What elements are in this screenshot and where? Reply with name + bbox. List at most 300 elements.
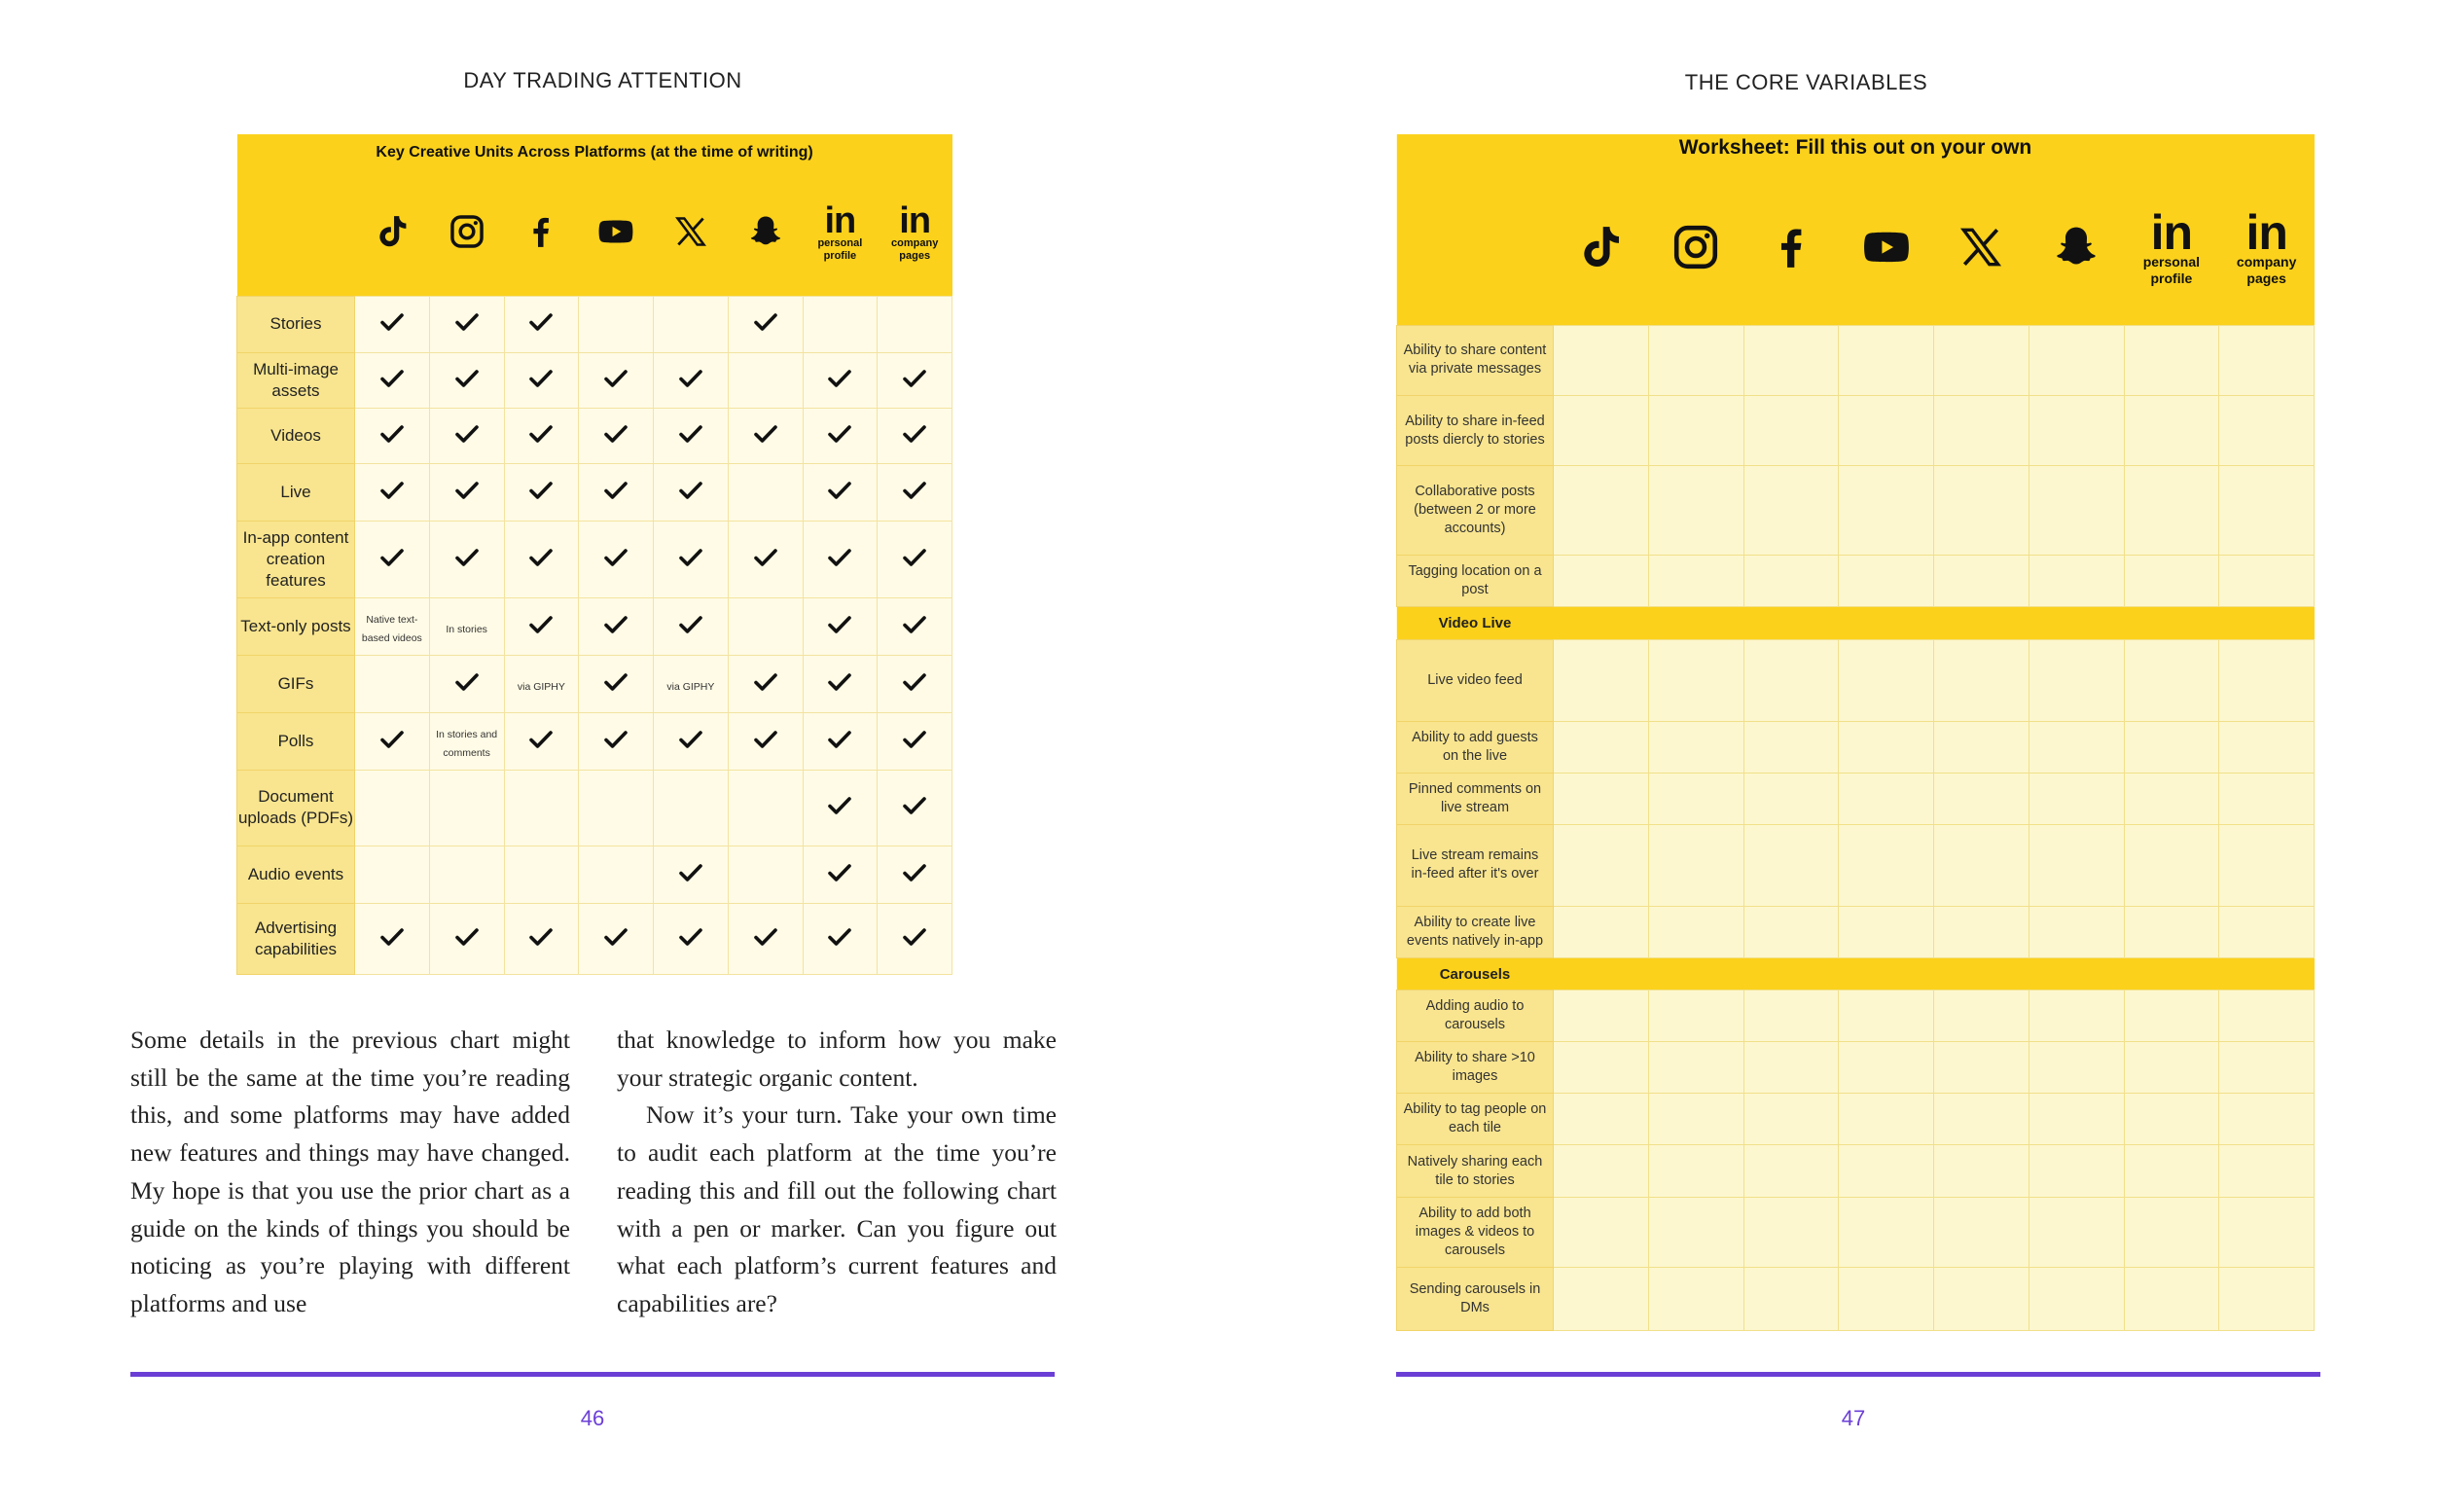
row-label: Ability to share in-feed posts diercly to stories xyxy=(1397,396,1554,466)
check-mark-icon xyxy=(528,311,554,333)
worksheet-row xyxy=(1397,990,2315,1042)
feature-cell xyxy=(504,656,579,713)
blank-answer-cell[interactable] xyxy=(1934,1145,2029,1197)
blank-answer-cell[interactable] xyxy=(2029,556,2124,607)
check-mark-icon xyxy=(753,729,778,750)
check-mark-icon xyxy=(454,368,480,389)
blank-answer-cell[interactable] xyxy=(2219,556,2315,607)
check-mark-icon xyxy=(379,729,405,750)
feature-cell xyxy=(728,463,803,521)
check-mark-icon xyxy=(528,480,554,501)
feature-cell xyxy=(355,713,430,771)
row-label: Audio events xyxy=(237,846,355,903)
feature-cell xyxy=(429,598,504,656)
cell-note: In stories xyxy=(446,623,487,635)
blank-answer-cell[interactable] xyxy=(1648,721,1743,773)
row-label: Live xyxy=(237,463,355,521)
feature-cell xyxy=(579,771,654,846)
blank-answer-cell[interactable] xyxy=(1648,1197,1743,1267)
x-icon xyxy=(1957,223,2005,275)
feature-cell xyxy=(878,846,952,903)
blank-answer-cell[interactable] xyxy=(1839,1042,1934,1094)
blank-answer-cell[interactable] xyxy=(1554,773,1649,824)
blank-answer-cell[interactable] xyxy=(2124,325,2219,395)
blank-answer-cell[interactable] xyxy=(1743,396,1839,466)
worksheet-row xyxy=(1397,556,2315,607)
check-mark-icon xyxy=(528,614,554,635)
blank-answer-cell[interactable] xyxy=(2219,396,2315,466)
blank-answer-cell[interactable] xyxy=(1839,396,1934,466)
feature-cell xyxy=(579,521,654,597)
body-paragraph: Now it’s your turn. Take your own time to audit each platform at the time you’re reading this and fill out the following chart with a pen or marker. Can you figure out what each platform’s current features and capabilities are? xyxy=(617,1100,1057,1317)
check-mark-icon xyxy=(753,926,778,948)
worksheet-row xyxy=(1397,721,2315,773)
row-label: Ability to share >10 images xyxy=(1397,1042,1554,1094)
table-row xyxy=(237,463,952,521)
check-mark-icon xyxy=(753,547,778,568)
worksheet-row xyxy=(1397,824,2315,906)
platform-header-x xyxy=(654,170,729,297)
check-mark-icon xyxy=(902,729,927,750)
blank-answer-cell[interactable] xyxy=(1934,1267,2029,1330)
feature-cell xyxy=(504,903,579,974)
blank-answer-cell[interactable] xyxy=(1934,773,2029,824)
blank-answer-cell[interactable] xyxy=(1554,466,1649,556)
section-header-row xyxy=(1397,958,2315,990)
youtube-icon xyxy=(597,213,634,254)
blank-answer-cell[interactable] xyxy=(1839,1094,1934,1145)
row-label: Natively sharing each tile to stories xyxy=(1397,1145,1554,1197)
blank-answer-cell[interactable] xyxy=(1554,990,1649,1042)
blank-answer-cell[interactable] xyxy=(1743,1267,1839,1330)
feature-cell xyxy=(728,903,803,974)
blank-answer-cell[interactable] xyxy=(2219,1145,2315,1197)
row-label: Sending carousels in DMs xyxy=(1397,1267,1554,1330)
blank-answer-cell[interactable] xyxy=(2124,990,2219,1042)
blank-answer-cell[interactable] xyxy=(1743,721,1839,773)
blank-answer-cell[interactable] xyxy=(2124,1197,2219,1267)
linkedin-icon: in personal profile xyxy=(817,199,863,262)
blank-answer-cell[interactable] xyxy=(2124,1042,2219,1094)
feature-cell xyxy=(355,463,430,521)
check-mark-icon xyxy=(528,926,554,948)
platform-caption-line2: profile xyxy=(2150,270,2193,286)
check-mark-icon xyxy=(379,480,405,501)
row-label: Text-only posts xyxy=(237,598,355,656)
platform-header-x xyxy=(1934,173,2029,325)
feature-cell xyxy=(878,352,952,408)
feature-cell xyxy=(355,846,430,903)
table-row xyxy=(237,297,952,352)
row-label: Live video feed xyxy=(1397,639,1554,721)
feature-cell xyxy=(728,297,803,352)
feature-cell xyxy=(579,846,654,903)
platform-header-instagram xyxy=(429,170,504,297)
row-label: Ability to create live events natively in-app xyxy=(1397,907,1554,958)
blank-answer-cell[interactable] xyxy=(1839,990,1934,1042)
feature-cell xyxy=(728,656,803,713)
check-mark-icon xyxy=(379,926,405,948)
blank-answer-cell[interactable] xyxy=(2029,1094,2124,1145)
feature-cell xyxy=(429,408,504,463)
feature-cell xyxy=(878,297,952,352)
feature-cell xyxy=(728,598,803,656)
blank-answer-cell[interactable] xyxy=(2029,907,2124,958)
blank-answer-cell[interactable] xyxy=(1743,1094,1839,1145)
section-bar xyxy=(1554,607,2315,639)
check-mark-icon xyxy=(902,671,927,693)
blank-answer-cell[interactable] xyxy=(2219,1042,2315,1094)
check-mark-icon xyxy=(603,547,628,568)
feature-cell xyxy=(728,771,803,846)
blank-answer-cell[interactable] xyxy=(1839,1145,1934,1197)
blank-answer-cell[interactable] xyxy=(2124,466,2219,556)
feature-cell xyxy=(803,903,878,974)
check-mark-icon xyxy=(379,547,405,568)
feature-cell xyxy=(579,352,654,408)
blank-answer-cell[interactable] xyxy=(1934,824,2029,906)
feature-cell xyxy=(579,598,654,656)
blank-answer-cell[interactable] xyxy=(1839,907,1934,958)
blank-answer-cell[interactable] xyxy=(1839,325,1934,395)
feature-cell xyxy=(504,771,579,846)
blank-answer-cell[interactable] xyxy=(1648,325,1743,395)
blank-answer-cell[interactable] xyxy=(1648,396,1743,466)
feature-cell xyxy=(579,297,654,352)
blank-answer-cell[interactable] xyxy=(1648,1094,1743,1145)
row-label: Ability to add both images & videos to carousels xyxy=(1397,1197,1554,1267)
blank-answer-cell[interactable] xyxy=(2029,1145,2124,1197)
check-mark-icon xyxy=(902,614,927,635)
blank-answer-cell[interactable] xyxy=(1934,1042,2029,1094)
blank-answer-cell[interactable] xyxy=(1743,773,1839,824)
blank-answer-cell[interactable] xyxy=(1743,990,1839,1042)
feature-cell xyxy=(803,521,878,597)
feature-cell xyxy=(429,656,504,713)
blank-answer-cell[interactable] xyxy=(2219,325,2315,395)
blank-answer-cell[interactable] xyxy=(2219,773,2315,824)
x-icon xyxy=(672,213,709,254)
blank-answer-cell[interactable] xyxy=(2219,1197,2315,1267)
row-label: Pinned comments on live stream xyxy=(1397,773,1554,824)
worksheet-row xyxy=(1397,1145,2315,1197)
blank-answer-cell[interactable] xyxy=(2029,824,2124,906)
check-mark-icon xyxy=(379,368,405,389)
check-mark-icon xyxy=(678,614,703,635)
platform-header-snapchat xyxy=(2029,173,2124,325)
platform-caption-line1: company xyxy=(2236,253,2297,270)
section-title: Carousels xyxy=(1397,958,1554,990)
feature-cell xyxy=(803,656,878,713)
check-mark-icon xyxy=(678,862,703,883)
blank-answer-cell[interactable] xyxy=(1554,824,1649,906)
blank-answer-cell[interactable] xyxy=(2219,721,2315,773)
feature-cell xyxy=(504,521,579,597)
feature-cell xyxy=(803,352,878,408)
table-row xyxy=(237,598,952,656)
row-label: Multi-image assets xyxy=(237,352,355,408)
feature-cell xyxy=(355,352,430,408)
blank-answer-cell[interactable] xyxy=(2124,396,2219,466)
blank-answer-cell[interactable] xyxy=(1934,396,2029,466)
blank-answer-cell[interactable] xyxy=(1648,990,1743,1042)
blank-answer-cell[interactable] xyxy=(1743,556,1839,607)
footer-rule xyxy=(1396,1372,2320,1377)
blank-answer-cell[interactable] xyxy=(1743,907,1839,958)
snapchat-icon xyxy=(2052,223,2101,275)
blank-answer-cell[interactable] xyxy=(1743,1042,1839,1094)
feature-cell xyxy=(728,713,803,771)
feature-cell xyxy=(878,771,952,846)
blank-answer-cell[interactable] xyxy=(1648,556,1743,607)
check-mark-icon xyxy=(902,795,927,816)
snapchat-icon xyxy=(747,213,784,254)
blank-answer-cell[interactable] xyxy=(2029,990,2124,1042)
blank-answer-cell[interactable] xyxy=(1648,639,1743,721)
platform-header-linkedin xyxy=(878,170,952,297)
blank-answer-cell[interactable] xyxy=(1934,1197,2029,1267)
check-mark-icon xyxy=(902,862,927,883)
blank-answer-cell[interactable] xyxy=(2124,556,2219,607)
blank-answer-cell[interactable] xyxy=(1648,466,1743,556)
blank-answer-cell[interactable] xyxy=(1934,466,2029,556)
feature-cell xyxy=(878,463,952,521)
blank-answer-cell[interactable] xyxy=(1554,556,1649,607)
worksheet-row xyxy=(1397,1042,2315,1094)
blank-answer-cell[interactable] xyxy=(2219,824,2315,906)
blank-answer-cell[interactable] xyxy=(1743,1197,1839,1267)
check-mark-icon xyxy=(603,614,628,635)
feature-cell xyxy=(504,408,579,463)
feature-cell xyxy=(654,903,729,974)
worksheet-row xyxy=(1397,639,2315,721)
blank-answer-cell[interactable] xyxy=(1839,721,1934,773)
blank-answer-cell[interactable] xyxy=(2124,824,2219,906)
blank-answer-cell[interactable] xyxy=(1934,907,2029,958)
page-number: 47 xyxy=(1841,1406,1866,1430)
blank-answer-cell[interactable] xyxy=(1839,556,1934,607)
row-label: Collaborative posts (between 2 or more accounts) xyxy=(1397,466,1554,556)
instagram-icon xyxy=(449,213,485,254)
blank-answer-cell[interactable] xyxy=(1934,1094,2029,1145)
row-label: Ability to tag people on each tile xyxy=(1397,1094,1554,1145)
blank-answer-cell[interactable] xyxy=(2124,907,2219,958)
row-label: Videos xyxy=(237,408,355,463)
blank-answer-cell[interactable] xyxy=(1648,1267,1743,1330)
blank-answer-cell[interactable] xyxy=(1743,1145,1839,1197)
youtube-icon xyxy=(1862,223,1911,275)
feature-cell xyxy=(355,771,430,846)
blank-answer-cell[interactable] xyxy=(1839,824,1934,906)
blank-answer-cell[interactable] xyxy=(1554,1145,1649,1197)
feature-cell xyxy=(654,656,729,713)
footer-rule xyxy=(130,1372,1055,1377)
feature-cell xyxy=(429,846,504,903)
blank-answer-cell[interactable] xyxy=(2029,325,2124,395)
blank-answer-cell[interactable] xyxy=(2219,466,2315,556)
blank-answer-cell[interactable] xyxy=(1554,1042,1649,1094)
blank-answer-cell[interactable] xyxy=(1934,721,2029,773)
blank-answer-cell[interactable] xyxy=(1648,1042,1743,1094)
platform-caption-line1: personal xyxy=(2142,253,2201,270)
blank-answer-cell[interactable] xyxy=(2219,639,2315,721)
blank-answer-cell[interactable] xyxy=(2124,1094,2219,1145)
feature-cell xyxy=(728,352,803,408)
worksheet-title: Worksheet: Fill this out on your own xyxy=(1397,134,2315,173)
feature-cell xyxy=(803,846,878,903)
check-mark-icon xyxy=(902,480,927,501)
blank-answer-cell[interactable] xyxy=(2124,639,2219,721)
feature-cell xyxy=(429,521,504,597)
check-mark-icon xyxy=(902,423,927,445)
table-row xyxy=(237,846,952,903)
table-row xyxy=(237,408,952,463)
worksheet-row xyxy=(1397,1267,2315,1330)
row-label: Adding audio to carousels xyxy=(1397,990,1554,1042)
feature-cell xyxy=(504,297,579,352)
blank-answer-cell[interactable] xyxy=(1743,639,1839,721)
check-mark-icon xyxy=(603,926,628,948)
blank-answer-cell[interactable] xyxy=(2219,907,2315,958)
blank-answer-cell[interactable] xyxy=(1934,990,2029,1042)
blank-answer-cell[interactable] xyxy=(1839,1267,1934,1330)
check-mark-icon xyxy=(902,926,927,948)
feature-cell xyxy=(878,903,952,974)
body-column-1 xyxy=(130,1022,570,1323)
blank-answer-cell[interactable] xyxy=(2219,1094,2315,1145)
row-label: Live stream remains in-feed after it's over xyxy=(1397,824,1554,906)
blank-answer-cell[interactable] xyxy=(2124,721,2219,773)
table-row xyxy=(237,352,952,408)
check-mark-icon xyxy=(603,423,628,445)
feature-cell xyxy=(579,408,654,463)
blank-answer-cell[interactable] xyxy=(1648,824,1743,906)
blank-answer-cell[interactable] xyxy=(1743,824,1839,906)
blank-answer-cell[interactable] xyxy=(1554,396,1649,466)
blank-answer-cell[interactable] xyxy=(1743,325,1839,395)
chart-title: Key Creative Units Across Platforms (at the time of writing) xyxy=(237,134,952,170)
blank-answer-cell[interactable] xyxy=(2029,396,2124,466)
blank-answer-cell[interactable] xyxy=(1648,773,1743,824)
feature-cell xyxy=(429,352,504,408)
blank-answer-cell[interactable] xyxy=(2219,990,2315,1042)
feature-cell xyxy=(654,352,729,408)
blank-answer-cell[interactable] xyxy=(2029,639,2124,721)
blank-answer-cell[interactable] xyxy=(1839,639,1934,721)
blank-answer-cell[interactable] xyxy=(2124,773,2219,824)
feature-cell xyxy=(579,463,654,521)
feature-cell xyxy=(429,771,504,846)
platform-header-instagram xyxy=(1648,173,1743,325)
worksheet-row xyxy=(1397,1197,2315,1267)
blank-answer-cell[interactable] xyxy=(2124,1145,2219,1197)
feature-cell xyxy=(803,598,878,656)
check-mark-icon xyxy=(678,368,703,389)
blank-answer-cell[interactable] xyxy=(2029,1197,2124,1267)
feature-cell xyxy=(504,352,579,408)
check-mark-icon xyxy=(827,729,852,750)
blank-answer-cell[interactable] xyxy=(1934,556,2029,607)
blank-answer-cell[interactable] xyxy=(2124,1267,2219,1330)
check-mark-icon xyxy=(603,671,628,693)
feature-cell xyxy=(355,408,430,463)
facebook-icon xyxy=(1767,223,1815,275)
blank-answer-cell[interactable] xyxy=(1934,639,2029,721)
platform-header-snapchat xyxy=(728,170,803,297)
feature-cell xyxy=(355,598,430,656)
blank-answer-cell[interactable] xyxy=(2029,773,2124,824)
blank-answer-cell[interactable] xyxy=(1554,325,1649,395)
feature-cell xyxy=(355,903,430,974)
feature-cell xyxy=(355,297,430,352)
blank-answer-cell[interactable] xyxy=(2029,1042,2124,1094)
platform-caption-line1: personal xyxy=(817,236,863,249)
blank-answer-cell[interactable] xyxy=(1554,1094,1649,1145)
feature-cell xyxy=(654,521,729,597)
check-mark-icon xyxy=(528,423,554,445)
linkedin-icon: in personal profile xyxy=(2142,204,2201,286)
blank-answer-cell[interactable] xyxy=(1934,325,2029,395)
instagram-icon xyxy=(1671,223,1720,275)
blank-answer-cell[interactable] xyxy=(1648,907,1743,958)
blank-answer-cell[interactable] xyxy=(2029,1267,2124,1330)
blank-answer-cell[interactable] xyxy=(1648,1145,1743,1197)
body-paragraph: Some details in the previous chart might still be the same at the time you’re reading this, and some platforms may have added new features and things may have changed. My hope is that you use the prior chart as a guide on the kinds of things you should be noticing as you’re playing with different platforms and use xyxy=(130,1026,570,1317)
feature-cell xyxy=(654,846,729,903)
section-title: Video Live xyxy=(1397,607,1554,639)
table-row xyxy=(237,713,952,771)
feature-cell xyxy=(728,408,803,463)
check-mark-icon xyxy=(902,547,927,568)
worksheet-row xyxy=(1397,907,2315,958)
check-mark-icon xyxy=(678,423,703,445)
blank-answer-cell[interactable] xyxy=(1554,1197,1649,1267)
blank-answer-cell[interactable] xyxy=(2029,466,2124,556)
row-label: Document uploads (PDFs) xyxy=(237,771,355,846)
blank-answer-cell[interactable] xyxy=(1554,1267,1649,1330)
platform-caption-line2: pages xyxy=(899,249,931,262)
blank-answer-cell[interactable] xyxy=(1743,466,1839,556)
check-mark-icon xyxy=(827,547,852,568)
feature-cell xyxy=(429,713,504,771)
check-mark-icon xyxy=(827,614,852,635)
blank-answer-cell[interactable] xyxy=(1839,1197,1934,1267)
feature-cell xyxy=(803,463,878,521)
tiktok-icon xyxy=(374,213,411,254)
check-mark-icon xyxy=(454,547,480,568)
blank-answer-cell[interactable] xyxy=(2029,721,2124,773)
platform-header-facebook xyxy=(1743,173,1839,325)
blank-answer-cell[interactable] xyxy=(1554,639,1649,721)
feature-cell xyxy=(654,297,729,352)
platform-header-tiktok xyxy=(355,170,430,297)
blank-answer-cell[interactable] xyxy=(1839,466,1934,556)
check-mark-icon xyxy=(454,423,480,445)
platform-header-facebook xyxy=(504,170,579,297)
blank-answer-cell[interactable] xyxy=(1554,721,1649,773)
feature-cell xyxy=(803,713,878,771)
check-mark-icon xyxy=(827,671,852,693)
blank-answer-cell[interactable] xyxy=(2219,1267,2315,1330)
feature-cell xyxy=(504,846,579,903)
platform-caption-line2: profile xyxy=(823,249,857,262)
blank-answer-cell[interactable] xyxy=(1554,907,1649,958)
feature-cell xyxy=(878,713,952,771)
check-mark-icon xyxy=(454,311,480,333)
row-label: Polls xyxy=(237,713,355,771)
cell-note: via GIPHY xyxy=(517,680,565,693)
blank-answer-cell[interactable] xyxy=(1839,773,1934,824)
